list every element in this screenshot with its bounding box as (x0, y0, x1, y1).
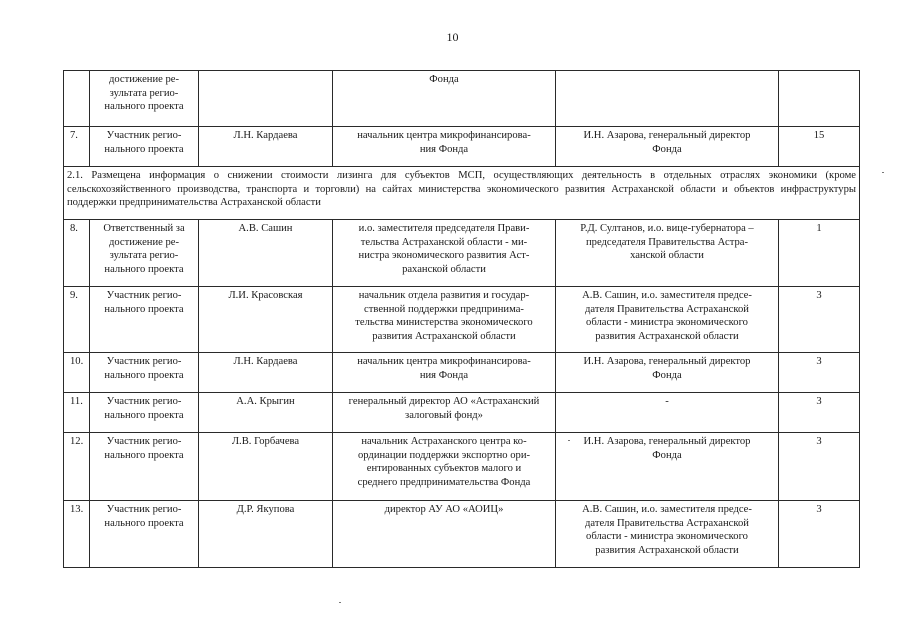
cell-name: Л.Н. Кардаева (199, 353, 333, 393)
cell-position: генеральный директор АО «Астраханский залоговый фонд» (333, 393, 556, 433)
cell-position: начальник отдела развития и государ- ственной поддержки предпринима- тельства министерства экономического развития Астраханской области (333, 287, 556, 353)
cell-name: Д.Р. Якупова (199, 501, 333, 568)
cell-number: 11. (64, 393, 90, 433)
table-row (64, 501, 860, 568)
cell-role: Ответственный за достижение ре- зультата регио- нального проекта (90, 220, 199, 287)
cell-supervisor: И.Н. Азарова, генеральный директор Фонда (556, 433, 779, 501)
cell-position: Фонда (333, 71, 556, 127)
cell-role: Участник регио- нального проекта (90, 127, 199, 167)
cell-number: 7. (64, 127, 90, 167)
cell-value: 15 (779, 127, 860, 167)
cell-supervisor (556, 71, 779, 127)
cell-number (64, 71, 90, 127)
cell-position: директор АУ АО «АОИЦ» (333, 501, 556, 568)
cell-value: 3 (779, 433, 860, 501)
cell-supervisor: И.Н. Азарова, генеральный директор Фонда (556, 353, 779, 393)
scan-speck (882, 172, 884, 173)
cell-number: 10. (64, 353, 90, 393)
cell-value: 3 (779, 393, 860, 433)
table-row (64, 353, 860, 393)
cell-supervisor: А.В. Сашин, и.о. заместителя предсе- дателя Правительства Астраханской области - министра экономического развития Астраханской области (556, 501, 779, 568)
cell-position: и.о. заместителя председателя Прави- тельства Астраханской области - ми- нистра экономического развития Аст- раханской области (333, 220, 556, 287)
cell-supervisor: А.В. Сашин, и.о. заместителя предсе- дателя Правительства Астраханской области - министра экономического развития Астраханской области (556, 287, 779, 353)
cell-position: начальник центра микрофинансирова- ния Фонда (333, 353, 556, 393)
cell-value: 3 (779, 353, 860, 393)
cell-role: Участник регио- нального проекта (90, 353, 199, 393)
page-number: 10 (446, 30, 459, 44)
table-row (64, 220, 860, 287)
cell-role: достижение ре- зультата регио- нального проекта (90, 71, 199, 127)
cell-role: Участник регио- нального проекта (90, 287, 199, 353)
cell-number: 12. (64, 433, 90, 501)
cell-name: Л.Н. Кардаева (199, 127, 333, 167)
section-row (64, 167, 860, 220)
cell-name: А.А. Крыгин (199, 393, 333, 433)
table-row (64, 127, 860, 167)
table-row (64, 287, 860, 353)
participants-table (63, 70, 860, 568)
cell-name: Л.В. Горбачева (199, 433, 333, 501)
table-row (64, 393, 860, 433)
scan-speck (568, 440, 570, 441)
cell-name (199, 71, 333, 127)
continuation-row (64, 71, 860, 127)
cell-position: начальник центра микрофинансирова- ния Фонда (333, 127, 556, 167)
cell-role: Участник регио- нального проекта (90, 501, 199, 568)
cell-role: Участник регио- нального проекта (90, 393, 199, 433)
cell-number: 8. (64, 220, 90, 287)
cell-number: 9. (64, 287, 90, 353)
cell-number: 13. (64, 501, 90, 568)
cell-value: 3 (779, 287, 860, 353)
cell-position: начальник Астраханского центра ко- ординации поддержки экспортно ори- ентированных субъектов малого и среднего предпринимательства Фонда (333, 433, 556, 501)
scan-speck (339, 602, 341, 603)
cell-role: Участник регио- нального проекта (90, 433, 199, 501)
cell-supervisor: И.Н. Азарова, генеральный директор Фонда (556, 127, 779, 167)
cell-supervisor: - (556, 393, 779, 433)
section-heading: 2.1. Размещена информация о снижении стоимости лизинга для субъектов МСП, осуществляющих деятельность в отдельных отраслях экономики (кроме сельскохозяйственного производства, транспорта и торговли) на сайтах министерства экономического развития Астраханской области и объектов инфраструктуры поддержки предпринимательства Астраханской области (64, 167, 860, 220)
cell-value: 1 (779, 220, 860, 287)
cell-value (779, 71, 860, 127)
cell-name: Л.И. Красовская (199, 287, 333, 353)
cell-supervisor: Р.Д. Султанов, и.о. вице-губернатора – председателя Правительства Астра- ханской области (556, 220, 779, 287)
table-row (64, 433, 860, 501)
cell-name: А.В. Сашин (199, 220, 333, 287)
cell-value: 3 (779, 501, 860, 568)
